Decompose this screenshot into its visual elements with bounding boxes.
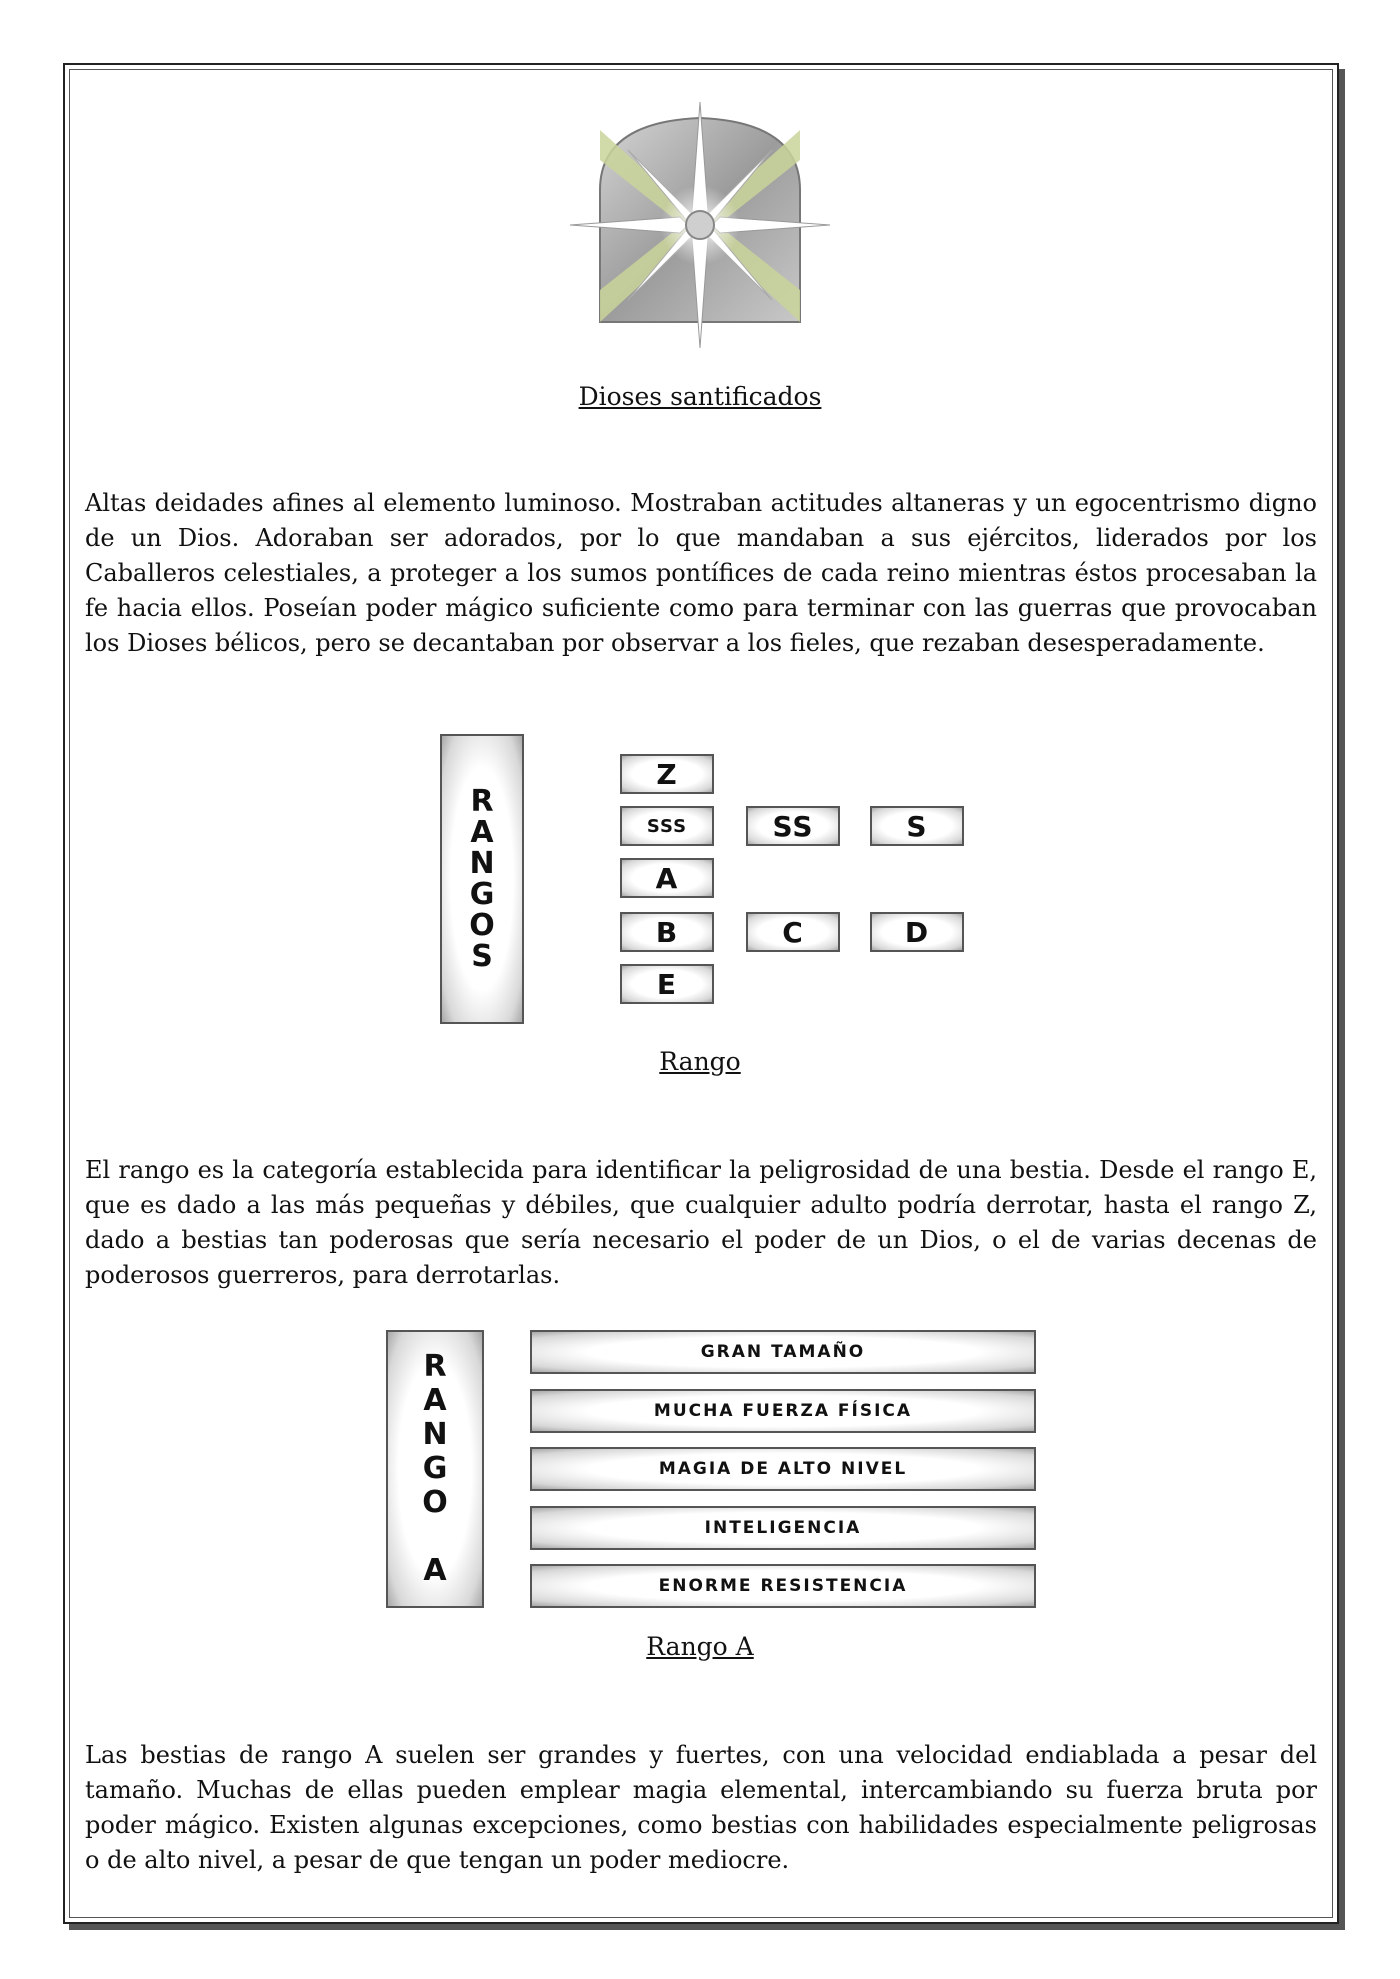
section-caption-rango-a: Rango A	[646, 1632, 754, 1661]
rank-box-a: A	[620, 858, 714, 898]
vertical-letter: O	[422, 1485, 448, 1520]
vertical-letter: A	[423, 1553, 447, 1588]
rank-box-b: B	[620, 912, 714, 952]
attribute-box-magic: MAGIA DE ALTO NIVEL	[530, 1447, 1036, 1491]
attribute-box-resistance: ENORME RESISTENCIA	[530, 1564, 1036, 1608]
attribute-box-strength: MUCHA FUERZA FÍSICA	[530, 1389, 1036, 1433]
vertical-letter: N	[469, 846, 495, 881]
rank-box-s: S	[870, 806, 964, 846]
rank-box-e: E	[620, 964, 714, 1004]
rank-box-c: C	[746, 912, 840, 952]
vertical-letter: S	[471, 939, 493, 974]
vertical-letter: G	[469, 877, 495, 912]
vertical-letter: G	[422, 1451, 448, 1486]
vertical-letter: A	[423, 1383, 447, 1418]
rank-box-ss: SS	[746, 806, 840, 846]
vertical-letter: R	[423, 1349, 447, 1384]
rango-a-vertical-box	[386, 1330, 484, 1608]
star-compass-icon	[568, 100, 832, 350]
vertical-letter: N	[422, 1417, 448, 1452]
paragraph-rango-a: Las bestias de rango A suelen ser grandes y fuertes, con una velocidad endiablada a pesar del tamaño. Muchas de ellas pueden emplear magia elemental, intercambiando su fuerza bruta por poder mágico. Existen algunas excepciones, como bestias con habilidades especialmente peligrosas o de alto nivel, a pesar de que tengan un poder mediocre.	[85, 1741, 1317, 1874]
section-caption-dioses: Dioses santificados	[578, 382, 822, 411]
vertical-letter: O	[469, 908, 495, 943]
attribute-box-size: GRAN TAMAÑO	[530, 1330, 1036, 1374]
paragraph-dioses: Altas deidades afines al elemento luminoso. Mostraban actitudes altaneras y un egocentrismo digno de un Dios. Adoraban ser adorados, por lo que mandaban a sus ejércitos, liderados por los Caballeros celestiales, a proteger a los sumos pontífices de cada reino mientras éstos procesaban la fe hacia ellos. Poseían poder mágico suficiente como para terminar con las guerras que provocaban los Dioses bélicos, pero se decantaban por observar a los fieles, que rezaban desesperadamente.	[85, 489, 1317, 657]
attribute-box-intelligence: INTELIGENCIA	[530, 1506, 1036, 1550]
vertical-letter: A	[470, 815, 494, 850]
vertical-letter: R	[470, 784, 494, 819]
rangos-vertical-box	[440, 734, 524, 1024]
rank-box-sss: SSS	[620, 806, 714, 846]
section-caption-rango: Rango	[659, 1047, 741, 1076]
rank-box-d: D	[870, 912, 964, 952]
rank-box-z: Z	[620, 754, 714, 794]
paragraph-rango: El rango es la categoría establecida para identificar la peligrosidad de una bestia. Desde el rango E, que es dado a las más pequeñas y débiles, que cualquier adulto podría derrotar, hasta el rango Z, dado a bestias tan poderosas que sería necesario el poder de un Dios, o el de varias decenas de poderosos guerreros, para derrotarlas.	[85, 1156, 1317, 1289]
